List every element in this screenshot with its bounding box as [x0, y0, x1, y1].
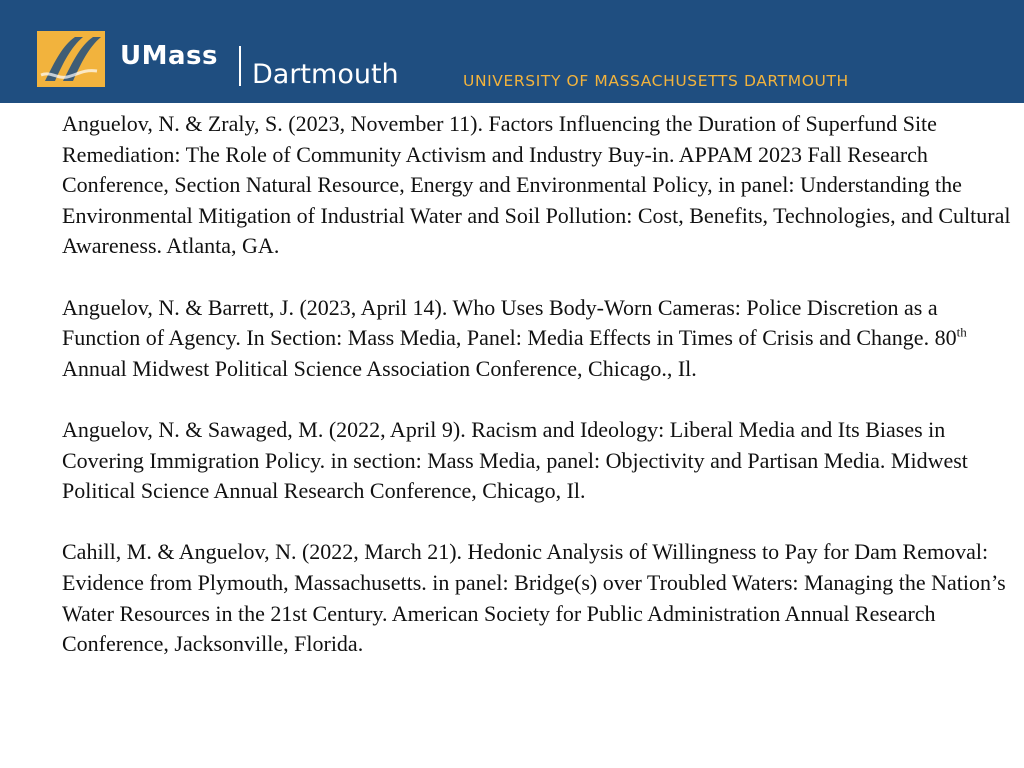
header-bar	[0, 0, 1024, 103]
citation-4: Cahill, M. & Anguelov, N. (2022, March 21). Hedonic Analysis of Willingness to Pay for Dam Removal: Evidence from Plymouth, Massachusetts. in panel: Bridge(s) over Troubled Waters: Managing the Nation’s Water Resources in the 21st Century. American Society for Public Administration Annual Research Conference, Jacksonville, Florida.	[62, 539, 1006, 657]
citation-3: Anguelov, N. & Sawaged, M. (2022, April 9). Racism and Ideology: Liberal Media and Its Biases in Covering Immigration Policy. in section: Mass Media, panel: Objectivity and Partisan Media. Midwest Political Science Annual Research Conference, Chicago, Il.	[62, 416, 968, 504]
citation-2	[62, 293, 1012, 385]
brand-name: UMass	[120, 41, 218, 71]
citation-2-text-before: Anguelov, N. & Barrett, J. (2023, April 14). Who Uses Body-Worn Cameras: Police Discretion as a Function of Agency. In Section: Mass Media, Panel: Media Effects in Times of Crisis and Change. 80	[62, 294, 957, 351]
campus-name: Dartmouth	[252, 59, 399, 90]
citations-list	[62, 109, 1012, 690]
brand-divider	[239, 46, 241, 86]
citation-1: Anguelov, N. & Zraly, S. (2023, November 11). Factors Influencing the Duration of Superfund Site Remediation: The Role of Community Activism and Industry Buy-in. APPAM 2023 Fall Research Conference, Section Natural Resource, Energy and Environmental Policy, in panel: Understanding the Environmental Mitigation of Industrial Water and Soil Pollution: Cost, Benefits, Technologies, and Cultural Awareness. Atlanta, GA.	[62, 111, 1011, 259]
university-name: UNIVERSITY OF MASSACHUSETTS DARTMOUTH	[463, 72, 849, 90]
citation-2-text-after: Annual Midwest Political Science Association Conference, Chicago., Il.	[62, 355, 697, 381]
umass-dartmouth-logo-icon	[37, 31, 105, 87]
citation-2-superscript: th	[956, 324, 967, 340]
